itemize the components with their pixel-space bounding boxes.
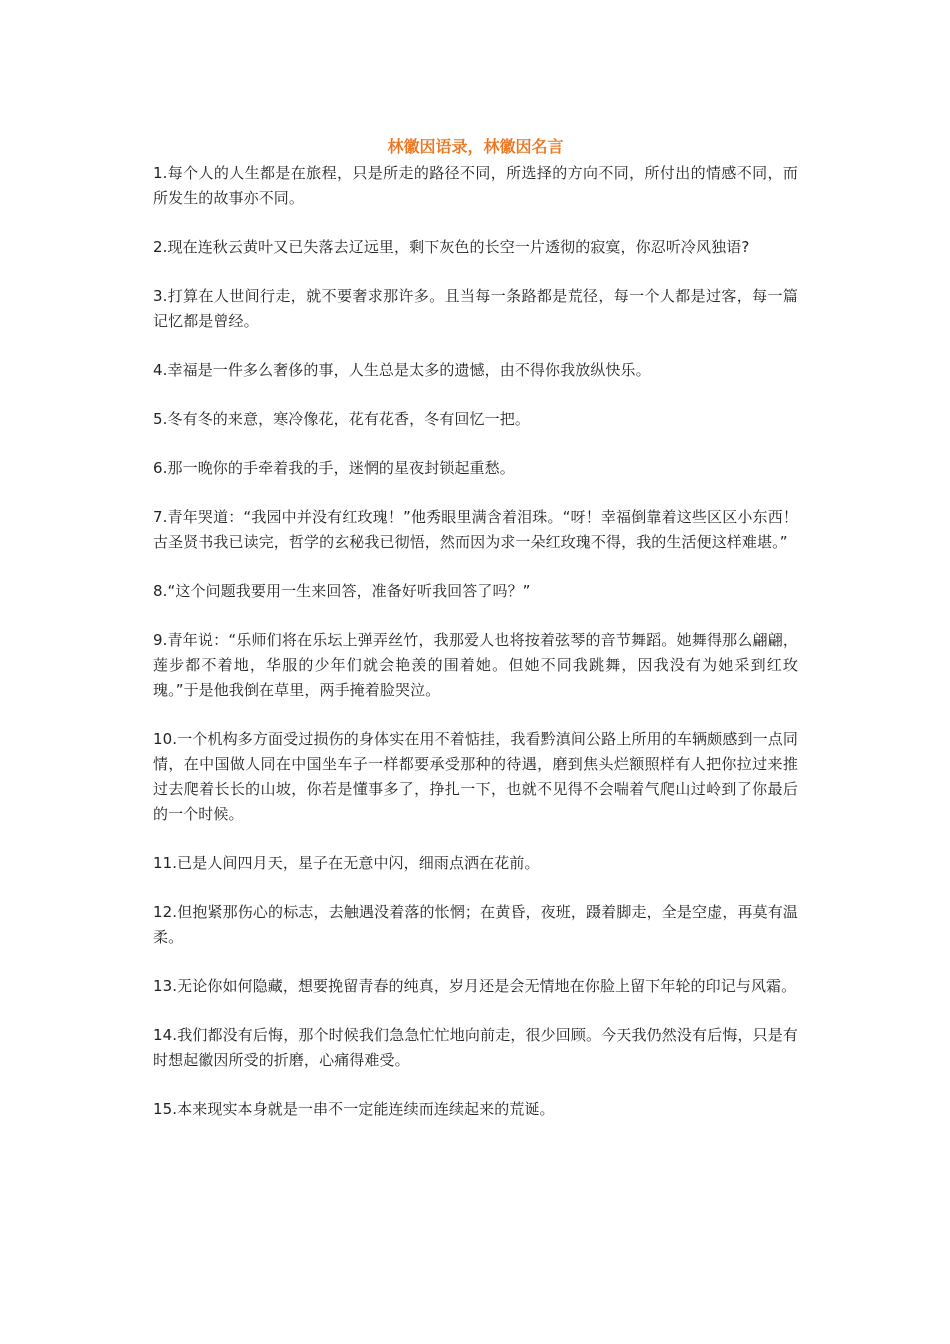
document-title: 林徽因语录，林徽因名言 [387,137,564,156]
quote-8: 8.“这个问题我要用一生来回答，准备好听我回答了吗？” [153,582,531,600]
quote-4: 4.幸福是一件多么奢侈的事，人生总是太多的遗憾，由不得你我放纵快乐。 [153,361,651,379]
quote-5: 5.冬有冬的来意，寒冷像花，花有花香，冬有回忆一把。 [153,410,530,428]
quote-15: 15.本来现实本身就是一串不一定能连续而连续起来的荒诞。 [153,1100,555,1118]
quote-3: 3.打算在人世间行走，就不要奢求那许多。且当每一条路都是荒径，每一个人都是过客，每一篇记忆都是曾经。 [153,287,798,330]
quote-6: 6.那一晚你的手牵着我的手，迷惘的星夜封锁起重愁。 [153,459,515,477]
quote-9: 9.青年说：“乐师们将在乐坛上弹弄丝竹，我那爱人也将按着弦琴的音节舞蹈。她舞得那么翩翩，莲步都不着地，华服的少年们就会艳羡的围着她。但她不同我跳舞，因我没有为她采到红玫瑰。”于是他我倒在草里，两手掩着脸哭泣。 [153,631,798,699]
quote-11: 11.已是人间四月天，星子在无意中闪，细雨点洒在花前。 [153,854,540,872]
quote-7: 7.青年哭道：“我园中并没有红玫瑰！”他秀眼里满含着泪珠。“呀！幸福倒靠着这些区区小东西！古圣贤书我已读完，哲学的玄秘我已彻悟，然而因为求一朵红玫瑰不得，我的生活便这样难堪。” [153,508,798,551]
quote-13: 13.无论你如何隐藏，想要挽留青春的纯真，岁月还是会无情地在你脸上留下年轮的印记与风霜。 [153,977,797,995]
quote-10: 10.一个机构多方面受过损伤的身体实在用不着惦挂，我看黔滇间公路上所用的车辆颇感到一点同情，在中国做人同在中国坐车子一样都要承受那种的待遇，磨到焦头烂额照样有人把你拉过来推过去爬着长长的山坡，你若是懂事多了，挣扎一下，也就不见得不会喘着气爬山过岭到了你最后的一个时候。 [153,730,798,823]
document-page [153,136,798,1146]
quote-2: 2.现在连秋云黄叶又已失落去辽远里，剩下灰色的长空一片透彻的寂寞，你忍听冷风独语? [153,238,750,256]
quote-1: 1.每个人的人生都是在旅程，只是所走的路径不同，所选择的方向不同，所付出的情感不同，而所发生的故事亦不同。 [153,164,798,207]
quote-12: 12.但抱紧那伤心的标志，去触遇没着落的怅惘；在黄昏，夜班，蹑着脚走，全是空虚，再莫有温柔。 [153,903,798,946]
quote-14: 14.我们都没有后悔，那个时候我们急急忙忙地向前走，很少回顾。今天我仍然没有后悔，只是有时想起徽因所受的折磨，心痛得难受。 [153,1026,798,1069]
